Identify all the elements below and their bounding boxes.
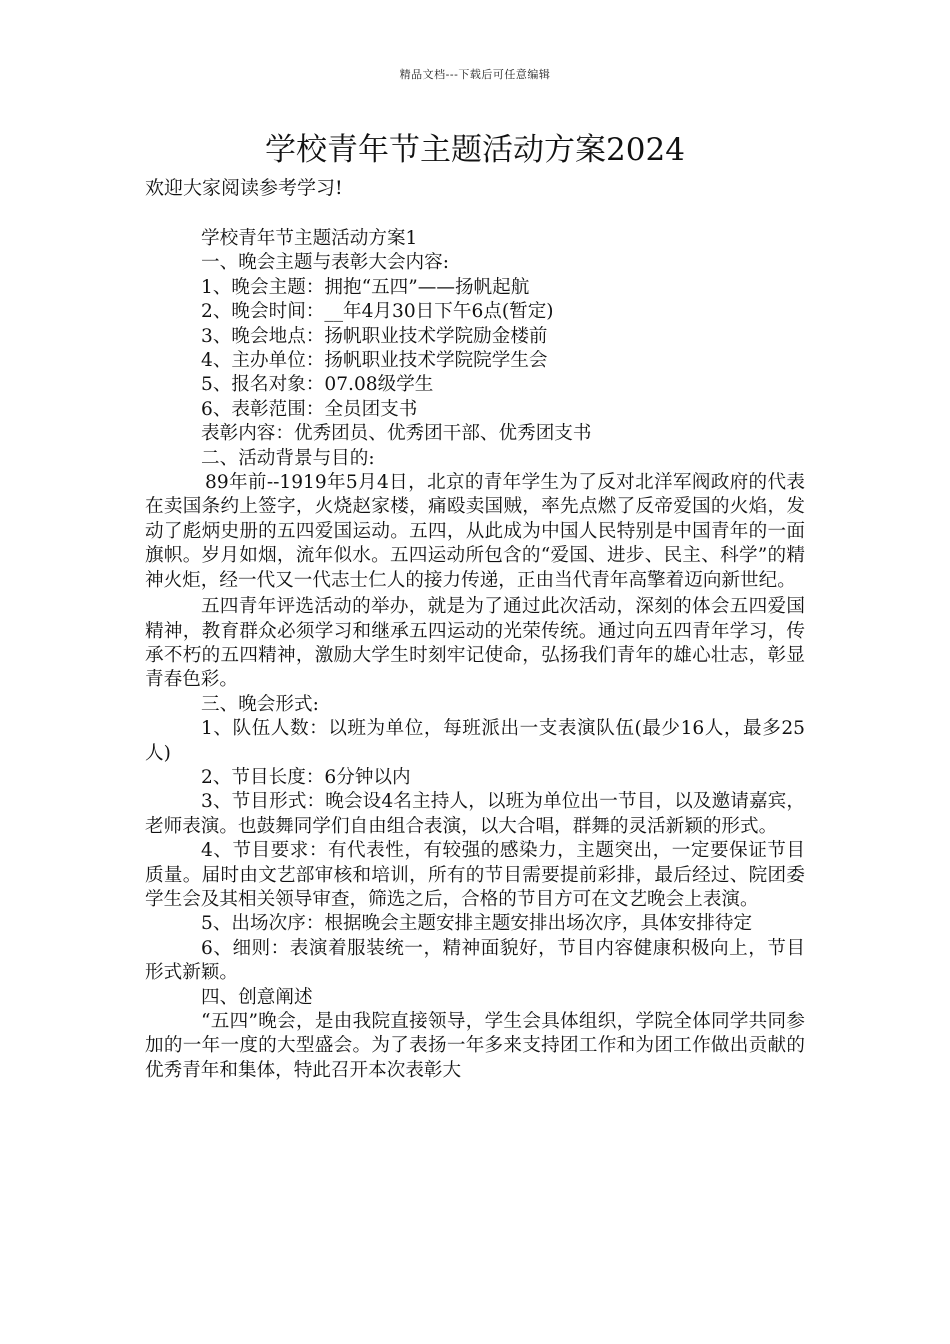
list-item: 4、节目要求：有代表性，有较强的感染力，主题突出，一定要保证节目质量。届时由文艺部审核和培训，所有的节目需要提前彩排，最后经过、院团委学生会及其相关领导审查，筛选之后，合格的节目方可在文艺晚会上表演。 <box>145 840 805 910</box>
list-item: 2、节目长度：6分钟以内 <box>201 766 411 788</box>
page-header: 精品文档---下载后可任意编辑 <box>399 68 551 81</box>
paragraph: 89年前--1919年5月4日，北京的青年学生为了反对北洋军阀政府的代表在卖国条约上签字，火烧赵家楼，痛殴卖国贼，率先点燃了反帝爱国的火焰，发动了彪炳史册的五四爱国运动。五四，从此成为中国人民特别是中国青年的一面旗帜。岁月如烟，流年似水。五四运动所包含的“爱国、进步、民主、科学”的精神火炬，经一代又一代志士仁人的接力传递，正由当代青年高擎着迈向新世纪。 <box>145 472 805 591</box>
list-item: 1、晚会主题：拥抱“五四”——扬帆起航 <box>201 276 530 298</box>
list-item: 5、报名对象：07.08级学生 <box>201 374 434 396</box>
paragraph: 五四青年评选活动的举办，就是为了通过此次活动，深刻的体会五四爱国精神，教育群众必须学习和继承五四运动的光荣传统。通过向五四青年学习，传承不朽的五四精神，激励大学生时刻牢记使命，弘扬我们青年的雄心壮志，彰显青春色彩。 <box>145 596 805 691</box>
list-item: 2、晚会时间：__年4月30日下午6点(暂定) <box>201 301 554 323</box>
document-title: 学校青年节主题活动方案2024 <box>265 132 685 168</box>
list-item: 表彰内容：优秀团员、优秀团干部、优秀团支书 <box>201 423 592 445</box>
section-heading: 一、晚会主题与表彰大会内容: <box>201 252 449 274</box>
paragraph: “五四”晚会，是由我院直接领导，学生会具体组织，学院全体同学共同参加的一年一度的大型盛会。为了表扬一年多来支持团工作和为团工作做出贡献的优秀青年和集体，特此召开本次表彰大 <box>145 1011 805 1081</box>
list-item: 1、队伍人数：以班为单位，每班派出一支表演队伍(最少16人，最多25人) <box>145 718 805 764</box>
list-item: 6、表彰范围：全员团支书 <box>201 398 418 420</box>
list-item: 5、出场次序：根据晚会主题安排主题安排出场次序，具体安排待定 <box>201 913 753 935</box>
section-heading: 三、晚会形式: <box>201 693 319 715</box>
section-heading: 二、活动背景与目的: <box>201 447 375 469</box>
subtitle: 学校青年节主题活动方案1 <box>201 228 418 249</box>
list-item: 3、节目形式：晚会设4名主持人，以班为单位出一节目，以及邀请嘉宾，老师表演。也鼓舞同学们自由组合表演，以大合唱，群舞的灵活新颖的形式。 <box>145 791 805 837</box>
section-heading: 四、创意阐述 <box>201 986 313 1008</box>
list-item: 6、细则：表演着服装统一，精神面貌好，节目内容健康积极向上，节目形式新颖。 <box>145 937 805 984</box>
document-body <box>145 227 805 1083</box>
list-item: 4、主办单位：扬帆职业技术学院院学生会 <box>201 350 548 372</box>
list-item: 3、晚会地点：扬帆职业技术学院励金楼前 <box>201 325 548 347</box>
welcome-line: 欢迎大家阅读参考学习! <box>145 177 343 199</box>
